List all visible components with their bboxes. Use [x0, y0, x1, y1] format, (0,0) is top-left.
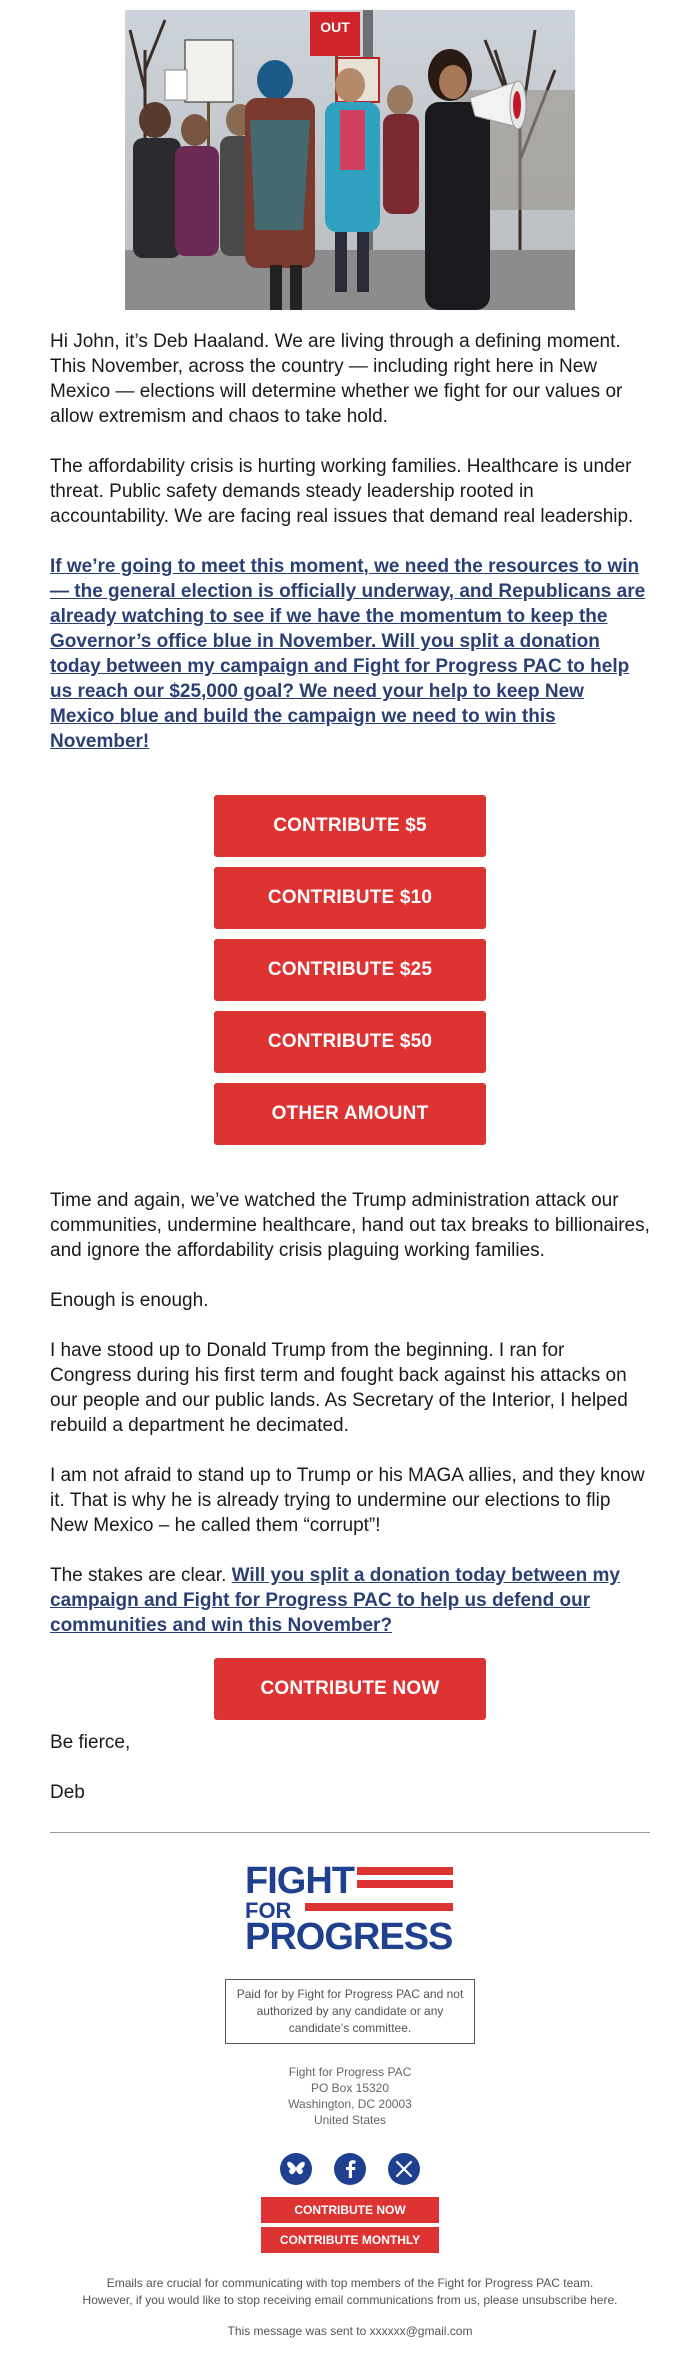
enough-paragraph: Enough is enough. — [50, 1290, 209, 1311]
unsubscribe-link[interactable]: unsubscribe here — [522, 2293, 615, 2307]
signoff: Be fierce, — [50, 1732, 131, 1753]
other-amount-button[interactable]: OTHER AMOUNT — [214, 1083, 486, 1145]
x-icon[interactable] — [388, 2153, 420, 2185]
contribute-5-button[interactable]: CONTRIBUTE $5 — [214, 795, 486, 857]
contribute-25-button[interactable]: CONTRIBUTE $25 — [214, 939, 486, 1001]
stakes-prefix: The stakes are clear. — [50, 1565, 232, 1586]
stakes-donation-link[interactable]: Will you split a donation today between my campaign and Fight for Progress PAC to help us defend our communities and win this November? — [50, 1565, 620, 1636]
bluesky-icon[interactable] — [280, 2153, 312, 2185]
footer-contribute-now-button[interactable]: CONTRIBUTE NOW — [261, 2197, 439, 2223]
intro-paragraph: Hi John, it’s Deb Haaland. We are living through a defining moment. This November, across the country — including right here in New Mexico — elections will determine whether we fight for our values or allow extremism and chaos to take hold. — [50, 331, 623, 427]
footer-note: Emails are crucial for communicating with top members of the Fight for Progress PAC team. However, if you would like to stop receiving email communications from us, please unsubscribe here. — [82, 2276, 618, 2307]
contribute-50-button[interactable]: CONTRIBUTE $50 — [214, 1011, 486, 1073]
fight-for-progress-logo: FIGHT FOR PROGRESS — [245, 1860, 453, 1958]
paid-for-disclaimer: Paid for by Fight for Progress PAC and not authorized by any candidate or any candidate’s committee. — [225, 1979, 475, 2044]
donation-ask-link[interactable]: If we’re going to meet this moment, we need the resources to win — the general election is officially underway, and Republicans are already watching to see if we have the momentum to keep the Governor’s office blue in November. Will you split a donation today between my campaign and Fight for Progress PAC to help us reach our $25,000 goal? We need your help to keep New Mexico blue and build the campaign we need to win this November! — [50, 556, 646, 752]
email-body — [50, 10, 650, 2340]
stakes-paragraph — [50, 1563, 650, 1638]
footer — [50, 1833, 650, 2340]
contribute-now-button[interactable]: CONTRIBUTE NOW — [214, 1658, 486, 1720]
sent-to-notice: This message was sent to xxxxxx@gmail.com — [227, 2324, 473, 2338]
facebook-icon[interactable] — [334, 2153, 366, 2185]
hero-photo — [125, 10, 575, 310]
trump-paragraph: Time and again, we’ve watched the Trump administration attack our communities, undermine healthcare, hand out tax breaks to billionaires, and ignore the affordability crisis plaguing working families. — [50, 1190, 650, 1261]
contribute-10-button[interactable]: CONTRIBUTE $10 — [214, 867, 486, 929]
affordability-paragraph: The affordability crisis is hurting working families. Healthcare is under threat. Public safety demands steady leadership rooted in accountability. We are facing real issues that demand real leadership. — [50, 456, 634, 527]
mailing-address: Fight for Progress PAC PO Box 15320 Washington, DC 20003 United States — [288, 2065, 412, 2127]
maga-paragraph: I am not afraid to stand up to Trump or his MAGA allies, and they know it. That is why he is already trying to undermine our elections to flip New Mexico – he called them “corrupt”! — [50, 1465, 645, 1536]
record-paragraph: I have stood up to Donald Trump from the beginning. I ran for Congress during his first term and fought back against his attacks on our people and our public lands. As Secretary of the Interior, I helped rebuild a department he decimated. — [50, 1340, 628, 1436]
signature: Deb — [50, 1782, 85, 1803]
donation-buttons — [214, 795, 486, 1145]
footer-contribute-monthly-button[interactable]: CONTRIBUTE MONTHLY — [261, 2227, 439, 2253]
social-links — [50, 2153, 650, 2185]
svg-text:OUT: OUT — [320, 19, 350, 35]
